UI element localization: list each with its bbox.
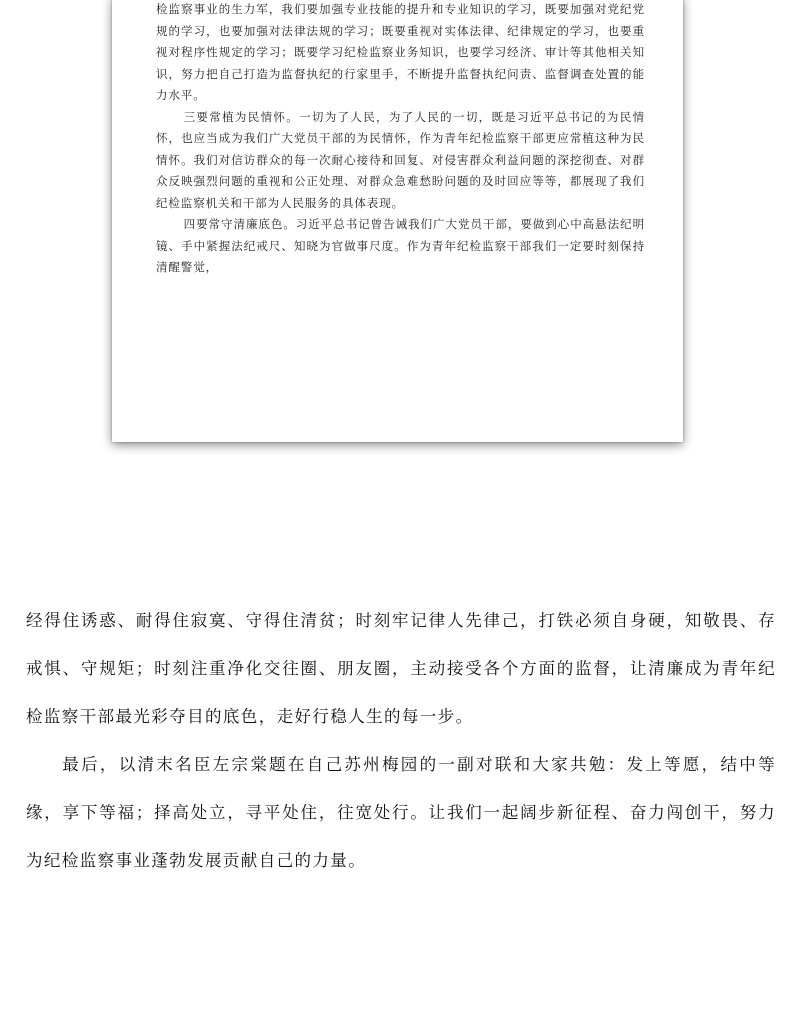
page-paragraph-1: 检监察事业的生力军，我们要加强专业技能的提升和专业知识的学习，既要加强对党纪党规的学习，也要加强对法律法规的学习；既要重视对实体法律、纪律规定的学习，也要重视对程序性规定的学习；既要学习纪检监察业务知识，也要学习经济、审计等其他相关知识，努力把自己打造为监督执纪的行家里手，不断提升监督执纪问责、监督调查处置的能力水平。	[156, 2, 645, 102]
document-page-preview	[112, 0, 683, 442]
page-paragraph-2: 三要常植为民情怀。一切为了人民，为了人民的一切，既是习近平总书记的为民情怀，也应当成为我们广大党员干部的为民情怀，作为青年纪检监察干部更应常植这种为民情怀。我们对信访群众的每一次耐心接待和回复、对侵害群众利益问题的深挖彻查、对群众反映强烈问题的重视和公正处理、对群众急难愁盼问题的及时回应等等，都展现了我们纪检监察机关和干部为人民服务的具体表现。	[156, 109, 645, 210]
body-paragraph-2: 最后，以清末名臣左宗棠题在自己苏州梅园的一副对联和大家共勉：发上等愿，结中等缘，享下等福；择高处立，寻平处住，往宽处行。让我们一起阔步新征程、奋力闯创干，努力为纪检监察事业蓬勃发展贡献自己的力量。	[26, 755, 776, 870]
document-body-text	[26, 597, 776, 885]
body-paragraph-1: 经得住诱惑、耐得住寂寞、守得住清贫；时刻牢记律人先律己，打铁必须自身硬，知敬畏、存戒惧、守规矩；时刻注重净化交往圈、朋友圈，主动接受各个方面的监督，让清廉成为青年纪检监察干部最光彩夺目的底色，走好行稳人生的每一步。	[26, 611, 776, 726]
page-paragraph-3: 四要常守清廉底色。习近平总书记曾告诫我们广大党员干部，要做到心中高悬法纪明镜、手中紧握法纪戒尺、知晓为官做事尺度。作为青年纪检监察干部我们一定要时刻保持清醒警觉，	[156, 217, 645, 274]
